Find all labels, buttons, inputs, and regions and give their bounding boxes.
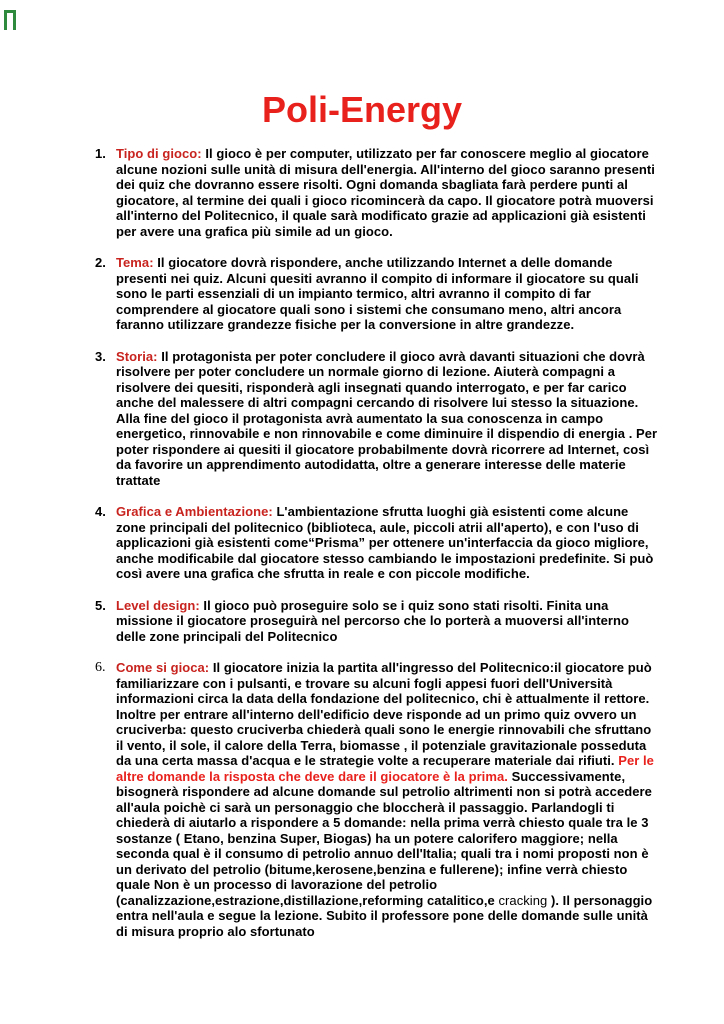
item-text: Successivamente, bisognerà rispondere ad alcune domande sul petrolio altrimenti non si potrà accedere all'aula poichè ci sarà un personaggio che bloccherà il passaggio. Parlandogli ti chiederà di aiutarlo a rispondere a 5 domande: nella prima verrà chiesto quale tra le 3 sostanze ( Etano, benzina Super, Biogas) ha un potere calorifero maggiore; nella seconda qual è il consumo di petrolio annuo dell'Italia; quali tra i nomi proposti non è un derivato del petrolio (bitume,kerosene,benzina e fullerene); infine verrà chiesto quale Non è un processo di lavorazione del petrolio (canalizzazione,estrazione,distillazione,reforming catalitico,e [116, 768, 652, 908]
item-text: Il giocatore inizia la partita all'ingresso del Politecnico:il giocatore può familiarizzare con i pulsanti, e trovare su alcuni fogli appesi fuori dell'Università informazioni circa la data della fondazione del politecnico, chi è attualmente il rettore. Inoltre per entrare all'interno dell'edificio deve risponde ad un primo quiz ovvero un cruciverba: questo cruciverba chiederà quali sono le energie rinnovabili che sfruttano il vento, il sole, il calore della Terra, biomasse , il potenziale gravitazionale posseduta da una certa massa d'acqua e le strategie volte a recuperare materiale dai rifiuti. [116, 660, 652, 768]
list-item-storia [90, 349, 658, 489]
item-text: Il protagonista per poter concludere il gioco avrà davanti situazioni che dovrà risolvere per poter concludere un normale giorno di lezione. Aiuterà compagni a risolvere dei quesiti, risponderà agli insegnati quando interrogato, e per far carico anche del malessere di altri compagni cercando di risolvere lui stesso la situazione. Alla fine del gioco il protagonista avrà aumentato la sua conoscenza in campo energetico, rinnovabile e non rinnovabile e come diminuire il dispendio di energia . Per poter rispondere ai quesiti il giocatore probabilmente dovrà ricorrere ad Internet, così da favorire un apprendimento autodidatta, oltre a generare interesse delle materie trattate [116, 348, 658, 488]
page-title: Poli-Energy [261, 89, 463, 130]
item-number: 3. [95, 348, 106, 364]
item-number: 2. [95, 255, 106, 270]
highlighted-text: Per le altre domande la risposta che deve dare il giocatore è la prima. [116, 753, 654, 784]
item-text: L'ambientazione sfrutta luoghi già esistenti come alcune zone principali del politecnico (biblioteca, aule, piccoli atrii all'aperto), e con l'uso di applicazioni già esistenti come“Prisma” per ottenere un'interfaccia da gioco migliore, anche modificabile dal giocatore stesso cambiando le impostazioni predefinite. Si può così avere una grafica che sfrutta in reale e con piccole modifiche. [116, 504, 654, 581]
item-label: Come si gioca: [116, 660, 210, 675]
list-item-tema [90, 255, 658, 333]
item-label: Grafica e Ambientazione: [116, 504, 273, 519]
polimi-logo-icon [3, 9, 17, 31]
item-number: 1. [95, 146, 106, 161]
list-item-come-si-gioca [90, 660, 658, 939]
item-label: Tipo di gioco: [116, 146, 202, 161]
item-label: Tema: [116, 255, 154, 270]
item-label: Storia: [116, 348, 158, 364]
item-text: Il giocatore dovrà rispondere, anche utilizzando Internet a delle domande presenti nei quiz. Alcuni quesiti avranno il compito di informare il giocatore su quali sono le parti essenziali di un impianto termico, altri avranno il compito di far comprendere al giocatore quali sono i sistemi che consumano meno, altri ancora faranno utilizzare grandezze fisiche per la conversione in altre grandezze. [116, 255, 639, 332]
list-item-grafica [90, 504, 658, 582]
item-text: Il gioco è per computer, utilizzato per far conoscere meglio al giocatore alcune nozioni sulle unità di misura dell'energia. All'interno del gioco saranno presenti dei quiz che dovranno essere risolti. Ogni domanda sbagliata farà perdere punti al giocatore, al termine dei quali i gioco ricomincerà da capo. Il giocatore potrà muoversi all'interno del Politecnico, il quale sarà modificato grazie ad applicazioni già esistenti per avere una grafica più simile ad un gioco. [116, 146, 655, 239]
section-list [90, 146, 658, 955]
item-label: Level design: [116, 597, 200, 613]
item-text: Il gioco può proseguire solo se i quiz sono stati risolti. Finita una missione il giocatore proseguirà nel percorso che lo porterà a muoversi all'interno delle zone principali del Politecnico [116, 597, 629, 644]
item-text: ). Il personaggio entra nell'aula e segue la lezione. Subito il professore pone delle domande sulle unità di misura proprio alo sfortunato [116, 892, 653, 939]
list-item-level-design [90, 598, 658, 645]
item-number: 5. [95, 597, 106, 613]
item-number: 6. [95, 660, 106, 675]
list-item-tipo-di-gioco [90, 146, 658, 239]
item-number: 4. [95, 504, 106, 519]
item-text-normal: cracking [498, 892, 548, 908]
